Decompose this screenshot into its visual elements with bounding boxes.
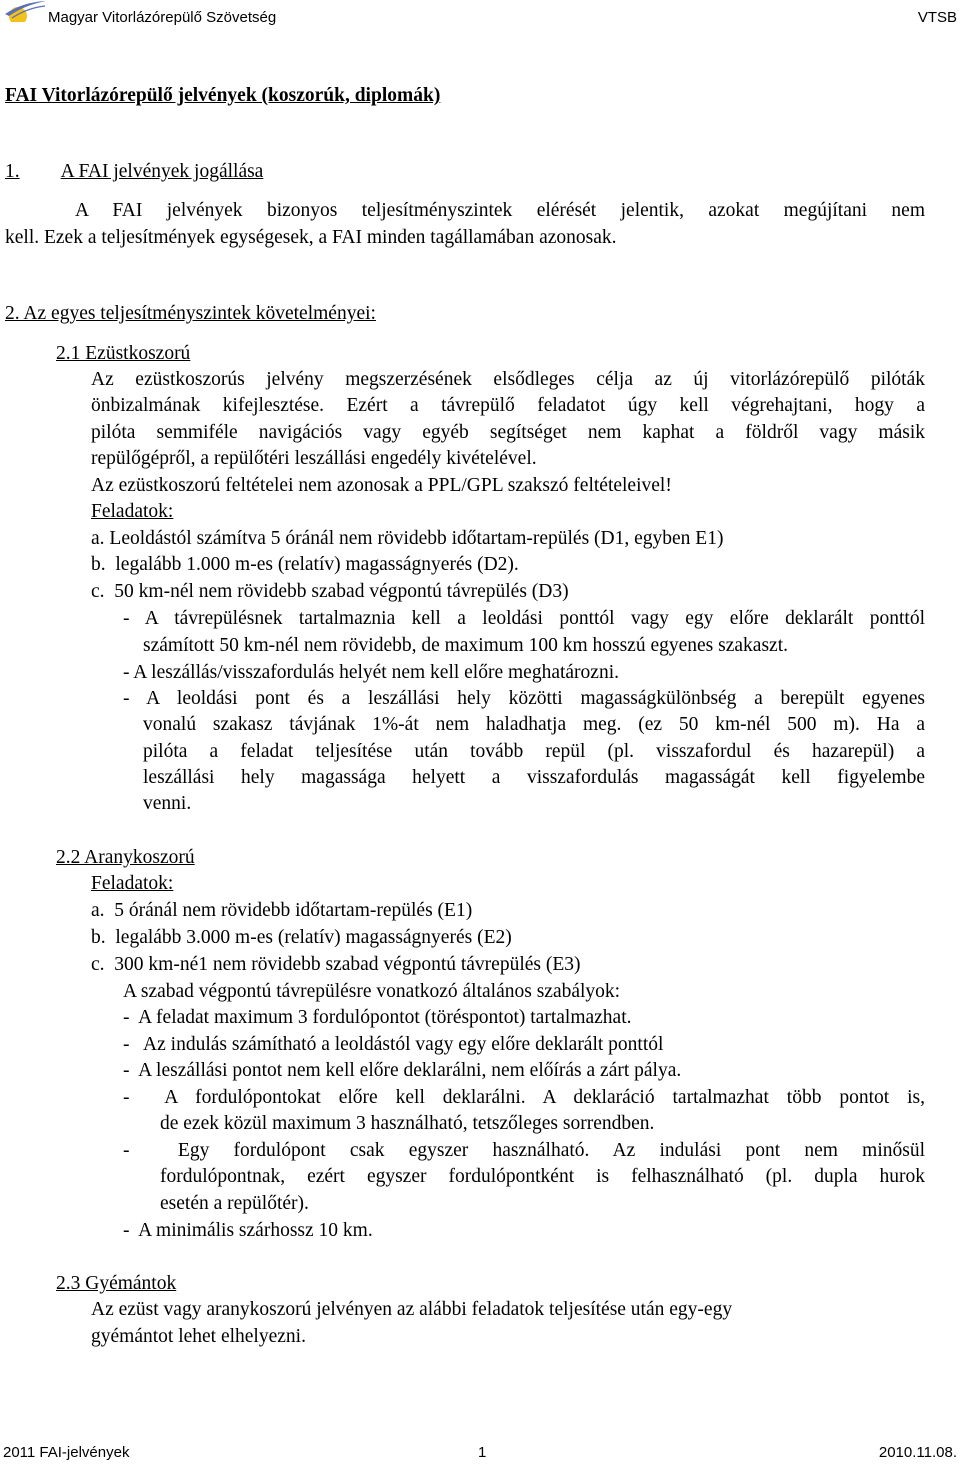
document-title: FAI Vitorlázórepülő jelvények (koszorúk, diplomák): [5, 85, 441, 106]
silver-note-line: számított 50 km-nél nem rövidebb, de maximum 100 km hosszú egyenes szakaszt.: [143, 635, 788, 656]
gold-rules-intro: A szabad végpontú távrepülésre vonatkozó általános szabályok:: [123, 981, 621, 1002]
silver-note-line: - A távrepülésnek tartalmaznia kell a leoldási ponttól vagy egy előre deklarált ponttól: [123, 608, 925, 629]
diamonds-text-line: gyémántot lehet elhelyezni.: [91, 1326, 306, 1347]
gold-rule-line: - A fordulópontokat előre kell deklarálni. A deklaráció tartalmazhat több pontot is,: [123, 1087, 925, 1108]
gold-task-item: b. legalább 3.000 m-es (relatív) magasságnyerés (E2): [91, 927, 512, 948]
gold-task-item: a. 5 óránál nem rövidebb időtartam-repülés (E1): [91, 900, 473, 921]
silver-text-line: Az ezüstkoszorús jelvény megszerzésének elsődleges célja az új vitorlázórepülő pilóták: [91, 369, 925, 390]
silver-note-line: leszállási hely magassága helyett a visszafordulás magasságát kell figyelembe: [143, 767, 925, 788]
silver-task-item: a. Leoldástól számítva 5 óránál nem rövidebb időtartam-repülés (D1, egyben E1): [91, 528, 724, 549]
section-1-line: kell. Ezek a teljesítmények egységesek, a FAI minden tagállamában azonosak.: [5, 227, 617, 248]
footer-document-name: 2011 FAI-jelvények: [3, 1444, 130, 1461]
gold-rule-line: de ezek közül maximum 3 használható, tetszőleges sorrendben.: [160, 1113, 655, 1134]
footer-date: 2010.11.08.: [878, 1444, 957, 1461]
organization-name: Magyar Vitorlázórepülő Szövetség: [48, 9, 277, 26]
silver-note-line: vonalú szakasz távjának 1%-át nem haladhatja meg. (ez 50 km-nél 500 m). Ha a: [143, 714, 925, 735]
gold-rule-line: - A feladat maximum 3 fordulópontot (töréspontot) tartalmazhat.: [123, 1007, 632, 1028]
page-header: [0, 0, 960, 36]
association-logo-icon: [3, 0, 47, 22]
silver-task-item: b. legalább 1.000 m-es (relatív) magasságnyerés (D2).: [91, 554, 519, 575]
footer-page-number: 1: [478, 1444, 487, 1461]
section-2-heading: 2. Az egyes teljesítményszintek követelményei:: [5, 303, 376, 324]
diamonds-heading: 2.3 Gyémántok: [56, 1273, 177, 1294]
silver-text-line: önbizalmának kifejlesztése. Ezért a távrepülő feladatot úgy kell végrehajtani, hogy a: [91, 395, 925, 416]
gold-tasks-label: Feladatok:: [91, 873, 174, 894]
gold-task-item: c. 300 km-né1 nem rövidebb szabad végpontú távrepülés (E3): [91, 954, 581, 975]
section-1-heading: [5, 159, 263, 186]
silver-note-line: - A leoldási pont és a leszállási hely közötti magasságkülönbség a berepült egyenes: [123, 688, 925, 709]
silver-text-line: pilóta semmiféle navigációs vagy egyéb segítséget nem kaphat a földről vagy másik: [91, 422, 925, 443]
silver-tasks-label: Feladatok:: [91, 501, 174, 522]
gold-rule-line: - A leszállási pontot nem kell előre deklarálni, nem előírás a zárt pálya.: [123, 1060, 682, 1081]
diamonds-text-line: Az ezüst vagy aranykoszorú jelvényen az alábbi feladatok teljesítése után egy-egy: [91, 1299, 733, 1320]
section-1-number: 1.: [5, 161, 20, 182]
section-1-line: A FAI jelvények bizonyos teljesítményszintek elérését jelentik, azokat megújítani nem: [75, 200, 925, 221]
gold-heading: 2.2 Aranykoszorú: [56, 847, 195, 868]
silver-note-line: - A leszállás/visszafordulás helyét nem kell előre meghatározni.: [123, 662, 619, 683]
gold-rule-line: - Egy fordulópont csak egyszer használható. Az indulási pont nem minősül: [123, 1140, 925, 1161]
section-1-title: A FAI jelvények jogállása: [60, 161, 264, 182]
gold-rule-line: esetén a repülőtér).: [160, 1193, 309, 1214]
gold-rule-line: - Az indulás számítható a leoldástól vagy egy előre deklarált ponttól: [123, 1034, 664, 1055]
silver-note-line: venni.: [143, 793, 192, 814]
silver-note-line: pilóta a feladat teljesítése után tovább repül (pl. visszafordul és hazarepül) a: [143, 741, 925, 762]
organization-abbreviation: VTSB: [917, 9, 957, 26]
page-footer: [0, 1442, 960, 1464]
silver-task-item: c. 50 km-nél nem rövidebb szabad végpontú távrepülés (D3): [91, 581, 569, 602]
gold-rule-line: - A minimális szárhossz 10 km.: [123, 1220, 373, 1241]
silver-text-line: Az ezüstkoszorú feltételei nem azonosak a PPL/GPL szakszó feltételeivel!: [91, 475, 672, 496]
silver-text-line: repülőgépről, a repülőtéri leszállási engedély kivételével.: [91, 448, 537, 469]
silver-heading: 2.1 Ezüstkoszorú: [56, 343, 191, 364]
gold-rule-line: fordulópontnak, ezért egyszer fordulópontként is felhasználható (pl. dupla hurok: [160, 1166, 925, 1187]
